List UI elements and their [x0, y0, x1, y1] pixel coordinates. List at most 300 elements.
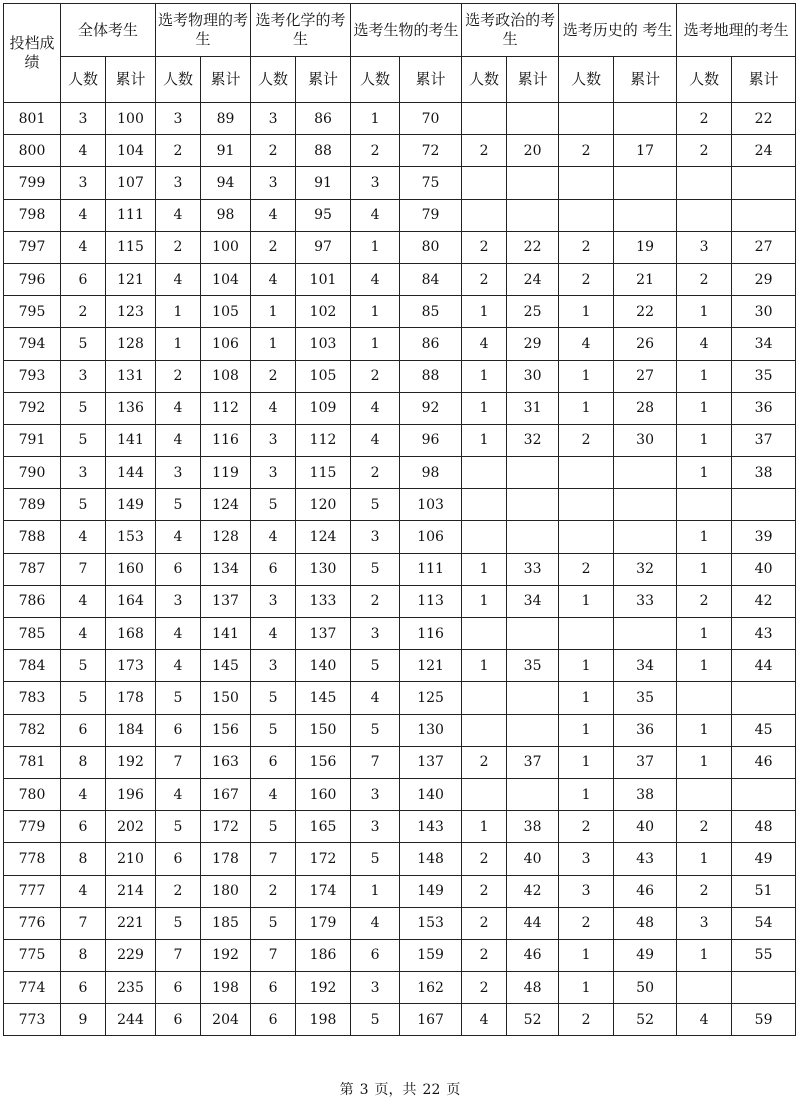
table-row	[4, 875, 796, 907]
cumulative-cell: 30	[507, 360, 559, 392]
count-cell: 6	[251, 972, 296, 1004]
count-cell: 1	[462, 392, 507, 424]
cumulative-cell: 37	[507, 746, 559, 778]
cumulative-cell: 192	[201, 939, 251, 971]
cumulative-cell: 44	[507, 907, 559, 939]
count-cell: 1	[677, 392, 732, 424]
cumulative-cell: 44	[732, 650, 796, 682]
cumulative-cell: 92	[400, 392, 462, 424]
cumulative-cell: 150	[201, 682, 251, 714]
count-header: 人数	[61, 57, 106, 103]
cumulative-cell: 168	[106, 618, 156, 650]
count-cell: 2	[462, 135, 507, 167]
count-cell: 2	[251, 875, 296, 907]
score-cell: 798	[4, 199, 61, 231]
count-cell: 2	[677, 585, 732, 617]
score-cell: 793	[4, 360, 61, 392]
count-cell: 2	[677, 875, 732, 907]
cumulative-cell: 144	[106, 457, 156, 489]
count-cell: 2	[559, 424, 614, 456]
cumulative-cell: 235	[106, 972, 156, 1004]
count-cell: 6	[251, 553, 296, 585]
count-cell: 4	[61, 618, 106, 650]
count-cell: 1	[677, 457, 732, 489]
count-cell: 1	[351, 875, 400, 907]
cumulative-cell: 167	[201, 778, 251, 810]
count-cell: 4	[61, 231, 106, 263]
score-cell: 795	[4, 296, 61, 328]
cumulative-cell: 52	[614, 1004, 677, 1036]
table-row	[4, 392, 796, 424]
count-cell: 3	[351, 618, 400, 650]
cumulative-cell: 130	[296, 553, 351, 585]
cumulative-cell: 30	[732, 296, 796, 328]
count-cell: 4	[156, 618, 201, 650]
cumulative-header: 累计	[106, 57, 156, 103]
count-cell: 3	[156, 103, 201, 135]
count-cell: 6	[251, 1004, 296, 1036]
cumulative-cell: 123	[106, 296, 156, 328]
cumulative-cell: 106	[400, 521, 462, 553]
cumulative-cell: 39	[732, 521, 796, 553]
count-cell	[462, 682, 507, 714]
cumulative-cell: 33	[507, 553, 559, 585]
count-cell: 4	[156, 778, 201, 810]
cumulative-cell: 124	[296, 521, 351, 553]
cumulative-header: 累计	[507, 57, 559, 103]
cumulative-cell	[507, 521, 559, 553]
count-cell: 4	[677, 1004, 732, 1036]
count-cell	[462, 618, 507, 650]
count-cell: 1	[156, 328, 201, 360]
count-cell: 4	[156, 263, 201, 295]
cumulative-cell: 103	[296, 328, 351, 360]
group-header-physics: 选考物理的考生	[156, 4, 251, 57]
cumulative-cell: 119	[201, 457, 251, 489]
cumulative-cell: 172	[201, 811, 251, 843]
cumulative-cell: 178	[106, 682, 156, 714]
cumulative-cell: 38	[507, 811, 559, 843]
count-cell: 3	[351, 521, 400, 553]
count-cell: 5	[351, 714, 400, 746]
count-cell: 2	[156, 875, 201, 907]
count-cell	[559, 521, 614, 553]
table-row	[4, 360, 796, 392]
cumulative-cell: 185	[201, 907, 251, 939]
count-header: 人数	[559, 57, 614, 103]
score-cell: 789	[4, 489, 61, 521]
count-cell: 2	[677, 103, 732, 135]
score-cell: 778	[4, 843, 61, 875]
count-cell: 2	[351, 585, 400, 617]
cumulative-cell: 95	[296, 199, 351, 231]
cumulative-cell: 75	[400, 167, 462, 199]
count-cell: 3	[251, 103, 296, 135]
score-cell: 785	[4, 618, 61, 650]
count-cell: 1	[351, 328, 400, 360]
count-cell: 1	[351, 296, 400, 328]
cumulative-cell: 192	[296, 972, 351, 1004]
cumulative-cell: 25	[507, 296, 559, 328]
count-cell: 2	[559, 811, 614, 843]
count-cell: 2	[559, 231, 614, 263]
count-cell: 1	[462, 296, 507, 328]
count-cell: 4	[251, 521, 296, 553]
table-row	[4, 103, 796, 135]
count-cell	[462, 457, 507, 489]
cumulative-cell: 27	[614, 360, 677, 392]
cumulative-cell: 34	[614, 650, 677, 682]
count-cell: 3	[251, 457, 296, 489]
cumulative-cell: 165	[296, 811, 351, 843]
table-row	[4, 618, 796, 650]
cumulative-cell: 221	[106, 907, 156, 939]
count-cell: 7	[156, 746, 201, 778]
table-row	[4, 746, 796, 778]
cumulative-cell: 109	[296, 392, 351, 424]
cumulative-cell: 167	[400, 1004, 462, 1036]
cumulative-cell: 42	[507, 875, 559, 907]
count-cell	[677, 972, 732, 1004]
cumulative-cell: 100	[201, 231, 251, 263]
cumulative-cell: 112	[201, 392, 251, 424]
table-row	[4, 231, 796, 263]
cumulative-cell: 17	[614, 135, 677, 167]
cumulative-cell: 137	[201, 585, 251, 617]
cumulative-cell: 107	[106, 167, 156, 199]
table-row	[4, 843, 796, 875]
cumulative-cell: 102	[296, 296, 351, 328]
cumulative-cell: 94	[201, 167, 251, 199]
table-row	[4, 778, 796, 810]
count-cell: 6	[61, 263, 106, 295]
count-cell: 2	[462, 746, 507, 778]
count-cell: 4	[351, 907, 400, 939]
count-cell: 8	[61, 843, 106, 875]
count-cell: 9	[61, 1004, 106, 1036]
count-cell: 3	[677, 231, 732, 263]
cumulative-cell: 24	[732, 135, 796, 167]
cumulative-cell: 31	[507, 392, 559, 424]
count-cell: 4	[156, 521, 201, 553]
count-cell	[462, 521, 507, 553]
count-cell: 4	[251, 392, 296, 424]
count-cell: 7	[251, 939, 296, 971]
cumulative-cell: 140	[296, 650, 351, 682]
footer-middle: 页，共	[374, 1082, 417, 1098]
cumulative-cell	[507, 103, 559, 135]
cumulative-cell: 49	[614, 939, 677, 971]
count-cell: 1	[559, 585, 614, 617]
table-row	[4, 811, 796, 843]
count-cell: 2	[559, 263, 614, 295]
count-cell	[677, 778, 732, 810]
count-cell: 5	[251, 907, 296, 939]
cumulative-cell: 38	[732, 457, 796, 489]
count-cell: 1	[559, 939, 614, 971]
cumulative-cell: 106	[201, 328, 251, 360]
table-row	[4, 296, 796, 328]
cumulative-cell: 105	[201, 296, 251, 328]
count-cell: 4	[351, 682, 400, 714]
cumulative-cell	[614, 167, 677, 199]
count-cell: 3	[156, 167, 201, 199]
count-header: 人数	[251, 57, 296, 103]
count-cell: 2	[462, 939, 507, 971]
cumulative-cell	[507, 778, 559, 810]
count-cell: 4	[251, 199, 296, 231]
count-cell: 3	[351, 811, 400, 843]
cumulative-cell: 141	[201, 618, 251, 650]
cumulative-cell: 111	[106, 199, 156, 231]
current-page-number: 3	[359, 1082, 369, 1098]
group-header-biology: 选考生物的考生	[351, 4, 462, 57]
table-row	[4, 939, 796, 971]
count-cell: 2	[559, 907, 614, 939]
count-cell: 1	[677, 618, 732, 650]
count-cell: 1	[677, 939, 732, 971]
count-cell: 3	[61, 457, 106, 489]
count-cell: 5	[251, 682, 296, 714]
cumulative-cell	[732, 199, 796, 231]
cumulative-cell: 52	[507, 1004, 559, 1036]
count-cell: 4	[61, 135, 106, 167]
cumulative-cell: 192	[106, 746, 156, 778]
score-cell: 779	[4, 811, 61, 843]
count-cell: 1	[251, 328, 296, 360]
count-cell: 4	[251, 618, 296, 650]
count-cell: 2	[351, 360, 400, 392]
cumulative-cell	[614, 103, 677, 135]
cumulative-cell: 121	[106, 263, 156, 295]
cumulative-cell	[507, 714, 559, 746]
count-cell: 2	[462, 263, 507, 295]
count-cell: 1	[677, 360, 732, 392]
cumulative-cell: 46	[614, 875, 677, 907]
count-cell: 5	[251, 714, 296, 746]
score-cell: 790	[4, 457, 61, 489]
count-cell: 1	[462, 360, 507, 392]
count-cell: 6	[156, 972, 201, 1004]
count-cell: 3	[559, 875, 614, 907]
count-cell: 6	[156, 553, 201, 585]
cumulative-cell	[732, 682, 796, 714]
cumulative-cell: 184	[106, 714, 156, 746]
count-cell: 5	[61, 424, 106, 456]
footer-suffix: 页	[446, 1082, 461, 1098]
count-cell: 3	[251, 585, 296, 617]
count-cell: 4	[351, 199, 400, 231]
cumulative-cell	[614, 618, 677, 650]
count-cell: 7	[61, 907, 106, 939]
count-cell	[677, 199, 732, 231]
count-cell: 4	[251, 778, 296, 810]
count-cell: 4	[462, 328, 507, 360]
count-cell: 3	[351, 167, 400, 199]
count-cell: 2	[251, 360, 296, 392]
cumulative-cell: 48	[732, 811, 796, 843]
cumulative-cell: 136	[106, 392, 156, 424]
table-row	[4, 457, 796, 489]
table-row	[4, 521, 796, 553]
count-cell: 2	[559, 135, 614, 167]
cumulative-cell: 48	[507, 972, 559, 1004]
cumulative-cell: 91	[201, 135, 251, 167]
cumulative-cell: 49	[732, 843, 796, 875]
count-cell: 7	[156, 939, 201, 971]
score-cell: 794	[4, 328, 61, 360]
count-cell: 2	[559, 553, 614, 585]
cumulative-cell: 140	[400, 778, 462, 810]
table-row	[4, 650, 796, 682]
count-cell: 2	[677, 263, 732, 295]
count-cell: 5	[61, 650, 106, 682]
cumulative-cell: 33	[614, 585, 677, 617]
cumulative-cell: 103	[400, 489, 462, 521]
score-cell: 776	[4, 907, 61, 939]
cumulative-cell	[732, 972, 796, 1004]
cumulative-cell: 28	[614, 392, 677, 424]
table-row	[4, 263, 796, 295]
cumulative-cell: 37	[614, 746, 677, 778]
table-row	[4, 585, 796, 617]
count-cell: 6	[156, 714, 201, 746]
count-cell	[677, 489, 732, 521]
cumulative-header: 累计	[614, 57, 677, 103]
count-cell: 4	[61, 875, 106, 907]
count-cell: 2	[156, 135, 201, 167]
count-cell: 4	[677, 328, 732, 360]
count-cell: 1	[677, 553, 732, 585]
count-cell: 1	[462, 650, 507, 682]
cumulative-cell	[507, 489, 559, 521]
count-cell: 3	[251, 167, 296, 199]
cumulative-cell: 145	[296, 682, 351, 714]
cumulative-cell: 84	[400, 263, 462, 295]
cumulative-cell: 22	[507, 231, 559, 263]
cumulative-cell: 178	[201, 843, 251, 875]
cumulative-cell	[732, 167, 796, 199]
cumulative-cell: 101	[296, 263, 351, 295]
cumulative-cell: 164	[106, 585, 156, 617]
cumulative-cell: 96	[400, 424, 462, 456]
count-cell: 5	[156, 907, 201, 939]
cumulative-cell: 128	[106, 328, 156, 360]
cumulative-cell: 46	[507, 939, 559, 971]
count-cell: 7	[61, 553, 106, 585]
count-cell	[559, 618, 614, 650]
count-cell: 2	[559, 1004, 614, 1036]
count-cell: 2	[351, 457, 400, 489]
score-cell: 782	[4, 714, 61, 746]
cumulative-cell: 80	[400, 231, 462, 263]
count-cell: 1	[677, 296, 732, 328]
count-cell: 5	[61, 392, 106, 424]
cumulative-cell: 104	[106, 135, 156, 167]
cumulative-cell: 35	[732, 360, 796, 392]
cumulative-cell: 137	[400, 746, 462, 778]
count-cell	[462, 778, 507, 810]
cumulative-cell: 186	[296, 939, 351, 971]
count-cell: 5	[156, 682, 201, 714]
score-cell: 799	[4, 167, 61, 199]
count-cell: 4	[559, 328, 614, 360]
cumulative-cell: 21	[614, 263, 677, 295]
count-cell: 2	[462, 843, 507, 875]
cumulative-cell: 229	[106, 939, 156, 971]
score-cell: 780	[4, 778, 61, 810]
count-cell	[559, 167, 614, 199]
count-cell	[462, 714, 507, 746]
count-cell	[559, 199, 614, 231]
cumulative-cell: 54	[732, 907, 796, 939]
table-row	[4, 907, 796, 939]
cumulative-cell: 98	[201, 199, 251, 231]
cumulative-cell: 29	[507, 328, 559, 360]
count-cell: 6	[61, 714, 106, 746]
cumulative-cell: 204	[201, 1004, 251, 1036]
cumulative-cell: 198	[201, 972, 251, 1004]
count-cell: 2	[156, 360, 201, 392]
cumulative-cell	[732, 489, 796, 521]
cumulative-cell: 30	[614, 424, 677, 456]
group-header-all: 全体考生	[61, 4, 156, 57]
count-cell: 1	[559, 650, 614, 682]
table-row	[4, 682, 796, 714]
cumulative-cell: 160	[106, 553, 156, 585]
cumulative-cell: 149	[400, 875, 462, 907]
cumulative-cell: 133	[296, 585, 351, 617]
count-cell: 2	[462, 231, 507, 263]
count-cell: 8	[61, 746, 106, 778]
cumulative-cell: 179	[296, 907, 351, 939]
count-cell	[462, 489, 507, 521]
cumulative-cell: 42	[732, 585, 796, 617]
count-cell: 4	[351, 424, 400, 456]
count-cell: 1	[559, 392, 614, 424]
count-cell: 3	[351, 778, 400, 810]
count-cell: 5	[251, 489, 296, 521]
footer-prefix: 第	[339, 1082, 354, 1098]
cumulative-cell: 51	[732, 875, 796, 907]
count-cell: 6	[156, 843, 201, 875]
cumulative-cell: 40	[732, 553, 796, 585]
cumulative-cell: 153	[400, 907, 462, 939]
cumulative-header: 累计	[400, 57, 462, 103]
count-cell: 4	[462, 1004, 507, 1036]
cumulative-cell: 40	[614, 811, 677, 843]
cumulative-cell: 43	[614, 843, 677, 875]
cumulative-cell: 19	[614, 231, 677, 263]
table-row	[4, 328, 796, 360]
table-row	[4, 1004, 796, 1036]
count-cell: 4	[61, 585, 106, 617]
cumulative-cell: 32	[507, 424, 559, 456]
cumulative-cell	[614, 457, 677, 489]
count-cell: 5	[61, 682, 106, 714]
cumulative-cell: 121	[400, 650, 462, 682]
count-cell: 2	[351, 135, 400, 167]
score-cell: 774	[4, 972, 61, 1004]
cumulative-cell: 104	[201, 263, 251, 295]
cumulative-cell: 59	[732, 1004, 796, 1036]
cumulative-cell: 48	[614, 907, 677, 939]
count-cell: 5	[156, 489, 201, 521]
cumulative-cell: 198	[296, 1004, 351, 1036]
count-cell: 4	[61, 199, 106, 231]
cumulative-cell: 153	[106, 521, 156, 553]
cumulative-cell: 26	[614, 328, 677, 360]
